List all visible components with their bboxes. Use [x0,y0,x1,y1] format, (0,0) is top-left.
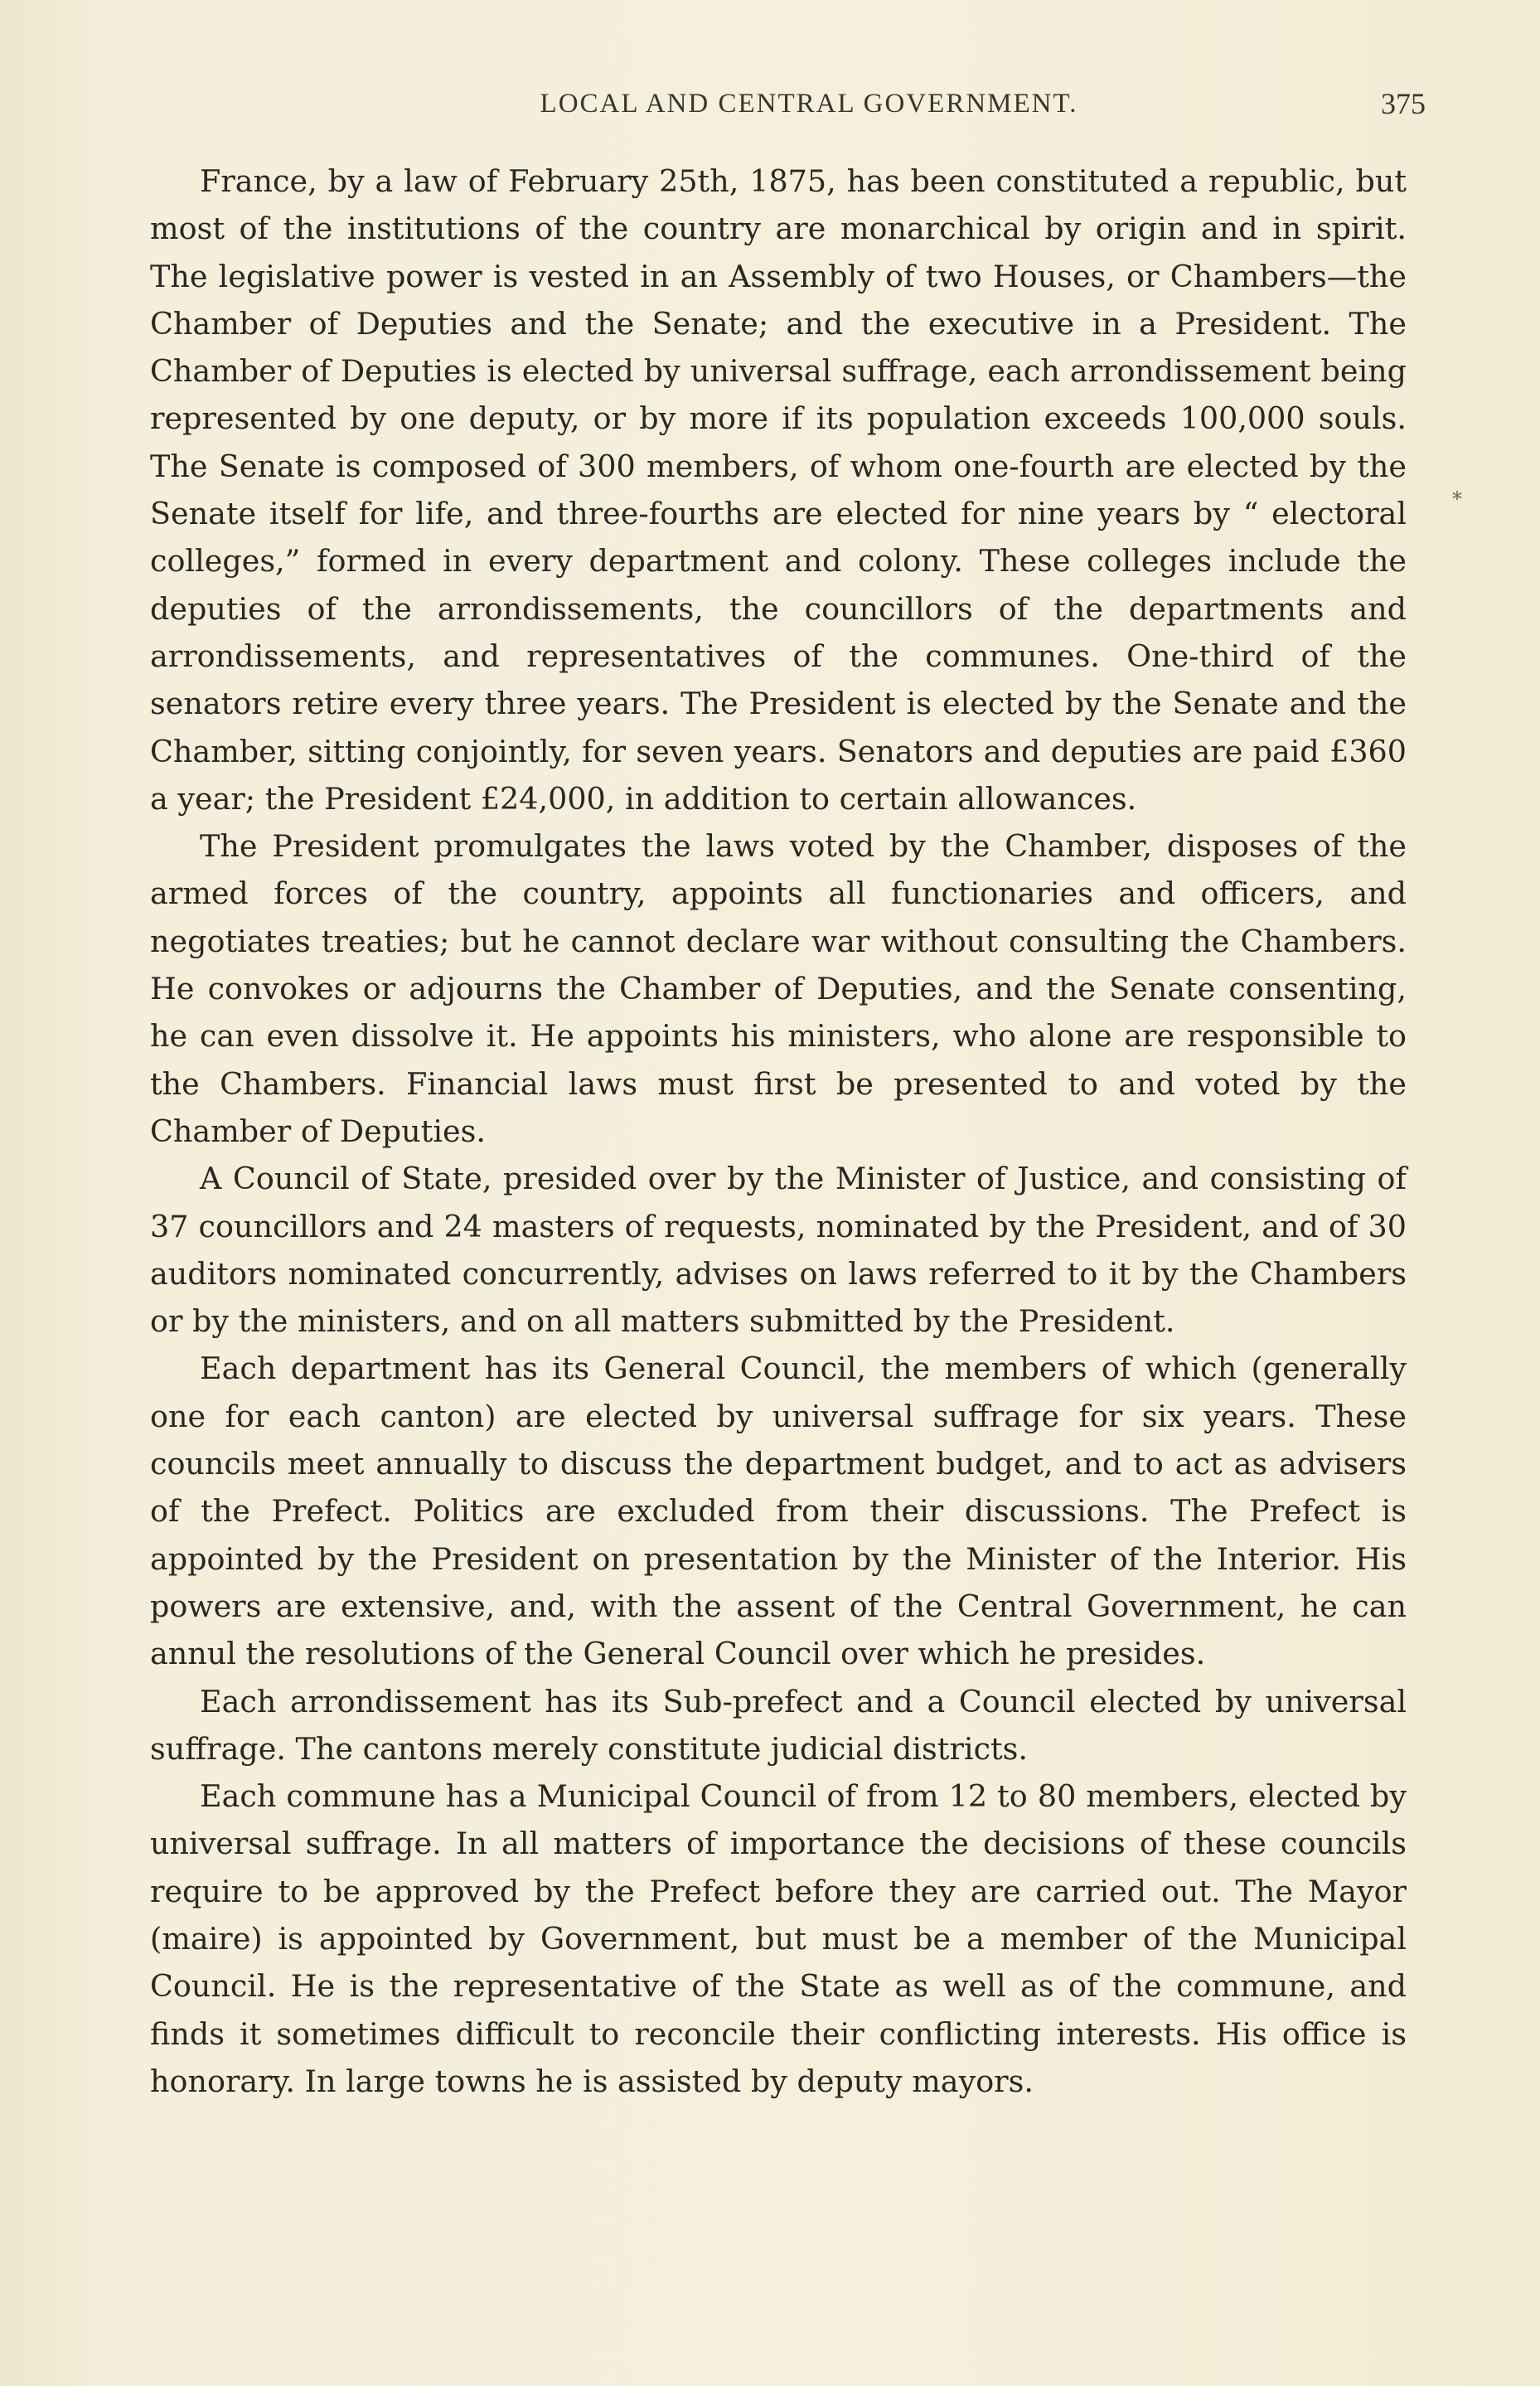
paragraph-arrondissement: Each arrondissement has its Sub-prefect and a Council elected by universal suffrage. The cantons merely constitute judicial districts. [150,1683,1407,1767]
body-text [150,158,1407,2105]
paragraph-commune: Each commune has a Municipal Council of from 12 to 80 members, elected by universal suffrage. In all matters of importance the decisions of these councils require to be approved by the Prefect before they are carried out. The Mayor (maire) is appointed by Government, but must be a member of the Municipal Council. He is the representative of the State as well as of the commune, and finds it sometimes difficult to reconcile their conflicting interests. His office is honorary. In large towns he is assisted by deputy mayors. [150,1778,1407,2099]
paragraph-france-republic: France, by a law of February 25th, 1875, has been constituted a republic, but most of the institutions of the country are monarchical by origin and in spirit. The legislative power is vested in an Assembly of two Houses, or Chambers—the Chamber of Deputies and the Senate; and the executive in a President. The Chamber of Deputies is elected by universal suffrage, each arrondissement being represented by one deputy, or by more if its population exceeds 100,000 souls. The Senate is composed of 300 members, of whom one-fourth are elected by the Senate itself for life, and three-fourths are elected for nine years by “ electoral colleges,” formed in every department and colony. These colleges include the deputies of the arrondissements, the councillors of the departments and arrondissements, and representatives of the communes. One-third of the senators retire every three years. The President is elected by the Senate and the Chamber, sitting conjointly, for seven years. Senators and deputies are paid £360 a year; the President £24,000, in addition to certain allowances. [150,163,1407,817]
page-number: 375 [1381,87,1426,120]
paragraph-general-council: Each department has its General Council, the members of which (generally one for each canton) are elected by universal suffrage for six years. These councils meet annually to discuss the department budget, and to act as advisers of the Prefect. Politics are excluded from their discussions. The Prefect is appointed by the President on presentation by the Minister of the Interior. His powers are extensive, and, with the assent of the Central Government, he can annul the resolutions of the General Council over which he presides. [150,1351,1407,1672]
running-title: LOCAL AND CENTRAL GOVERNMENT. [540,88,1078,119]
margin-mark: * [1452,487,1462,511]
paragraph-president-powers: The President promulgates the laws voted by the Chamber, disposes of the armed forces of the country, appoints all functionaries and officers, and negotiates treaties; but he cannot declare war without consulting the Chambers. He convokes or adjourns the Chamber of Deputies, and the Senate consenting, he can even dissolve it. He appoints his ministers, who alone are responsible to the Chambers. Financial laws must first be presented to and voted by the Chamber of Deputies. [150,828,1407,1149]
paragraph-council-of-state: A Council of State, presided over by the Minister of Justice, and consisting of 37 councillors and 24 masters of requests, nominated by the President, and of 30 auditors nominated concurrently, advises on laws referred to it by the Chambers or by the ministers, and on all matters submitted by the President. [150,1161,1407,1340]
